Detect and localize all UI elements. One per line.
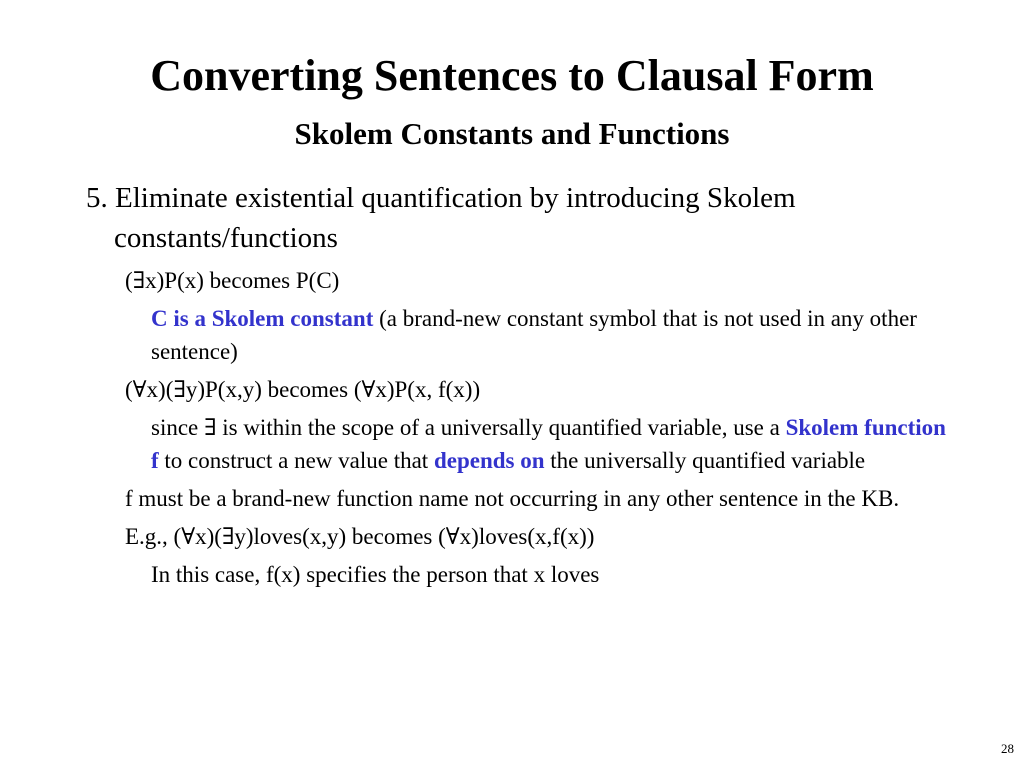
skolem-function-note-part3: the universally quantified variable (544, 448, 866, 473)
depends-on-highlight: depends on (433, 448, 545, 473)
slide-title: Converting Sentences to Clausal Form (150, 51, 874, 100)
skolem-function-note (151, 411, 946, 477)
example-loves: E.g., (∀x)(∃y)loves(x,y) becomes (∀x)loves(x,f(x)) (125, 524, 595, 549)
skolem-constant-note-text: (a brand-new constant symbol that is not used in any other sentence) (151, 306, 917, 364)
skolem-function-note-part2: to construct a new value that (158, 448, 434, 473)
skolem-constant-note (151, 302, 946, 368)
slide-subtitle: Skolem Constants and Functions (294, 116, 730, 151)
skolem-function-highlight: Skolem function f (151, 415, 946, 473)
slide-body (86, 178, 946, 596)
example-universal-existential: (∀x)(∃y)P(x,y) becomes (∀x)P(x, f(x)) (125, 377, 481, 402)
example-loves-note: In this case, f(x) specifies the person that x loves (151, 562, 600, 587)
function-name-note: f must be a brand-new function name not occurring in any other sentence in the KB. (125, 486, 900, 511)
page-number: 28 (1001, 741, 1014, 756)
skolem-function-note-part1: since ∃ is within the scope of a universally quantified variable, use a (151, 415, 786, 440)
skolem-constant-highlight: C is a Skolem constant (151, 306, 374, 331)
example-existential: (∃x)P(x) becomes P(C) (125, 268, 340, 293)
bullet-item-5: 5. Eliminate existential quantification by introducing Skolem constants/functions (86, 182, 796, 254)
